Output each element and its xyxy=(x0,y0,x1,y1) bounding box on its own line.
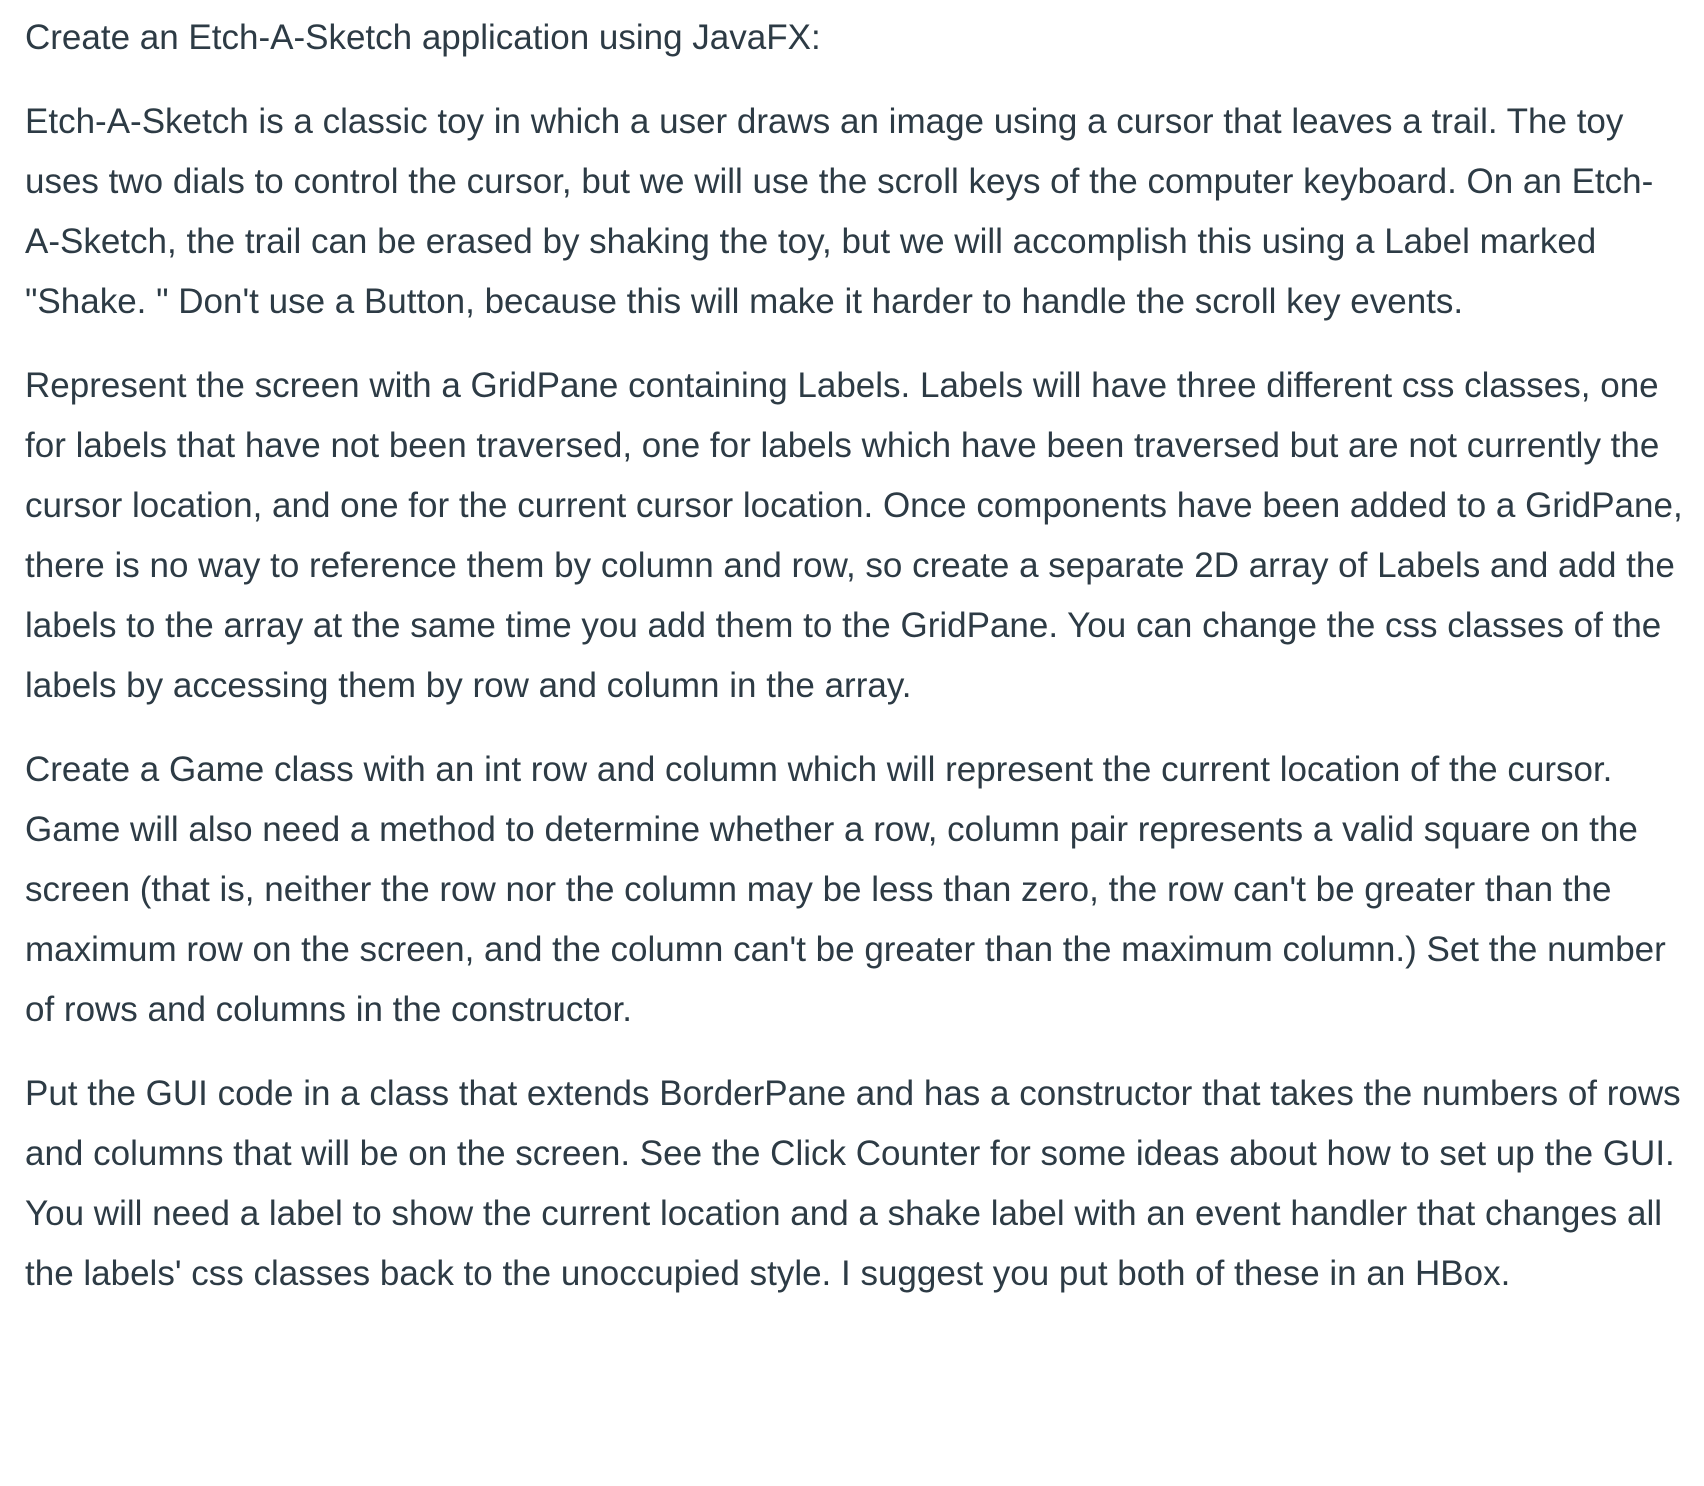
assignment-title-paragraph: Create an Etch-A-Sketch application using JavaFX: xyxy=(25,18,821,57)
paragraph-game-class-instructions: Create a Game class with an int row and column which will represent the current location of the cursor. Game will also need a method to determine whether a row, column pair represents a valid square on the screen (that is, neither the row nor the column may be less than zero, the row can't be greater than the maximum row on the screen, and the column can't be greater than the maximum column.) Set the number of rows and columns in the constructor. xyxy=(25,750,1666,1029)
paragraph-gridpane-instructions: Represent the screen with a GridPane containing Labels. Labels will have three different css classes, one for labels that have not been traversed, one for labels which have been traversed but are not currently the cursor location, and one for the current cursor location. Once components have been added to a GridPane, there is no way to reference them by column and row, so create a separate 2D array of Labels and add the labels to the array at the same time you add them to the GridPane. You can change the css classes of the labels by accessing them by row and column in the array. xyxy=(25,366,1683,705)
paragraph-etch-a-sketch-description: Etch-A-Sketch is a classic toy in which a user draws an image using a cursor that leaves a trail. The toy uses two dials to control the cursor, but we will use the scroll keys of the computer keyboard. On an Etch-A-Sketch, the trail can be erased by shaking the toy, but we will accomplish this using a Label marked "Shake. " Don't use a Button, because this will make it harder to handle the scroll key events. xyxy=(25,102,1654,321)
paragraph-gui-instructions: Put the GUI code in a class that extends BorderPane and has a constructor that takes the numbers of rows and columns that will be on the screen. See the Click Counter for some ideas about how to set up the GUI. You will need a label to show the current location and a shake label with an event handler that changes all the labels' css classes back to the unoccupied style. I suggest you put both of these in an HBox. xyxy=(25,1074,1681,1293)
